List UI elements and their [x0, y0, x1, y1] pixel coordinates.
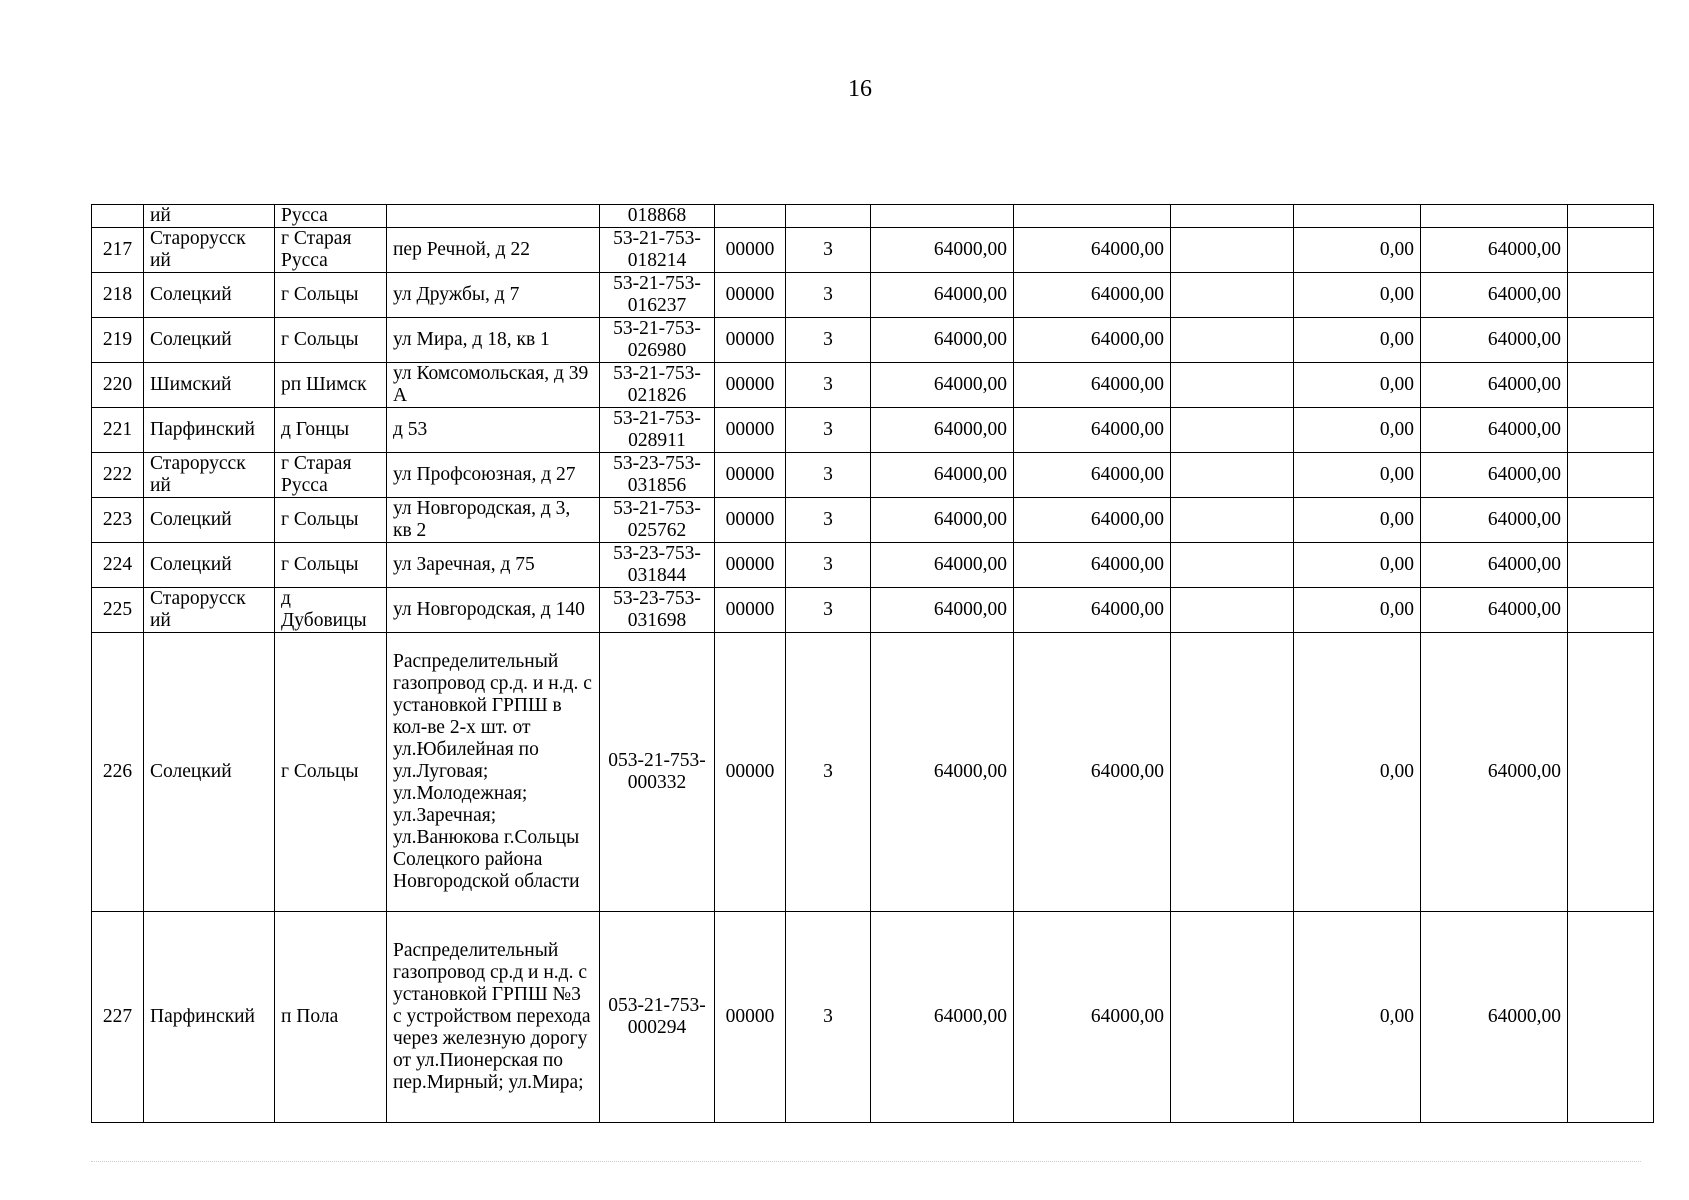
amount-cell [1171, 408, 1294, 453]
settlement-cell: г Сольцы [275, 498, 387, 543]
object-code-cell: 53-21-753-026980 [600, 318, 715, 363]
amount-cell: 64000,00 [871, 318, 1014, 363]
object-code-cell: 53-21-753-018214 [600, 228, 715, 273]
object-code-cell: 53-21-753-028911 [600, 408, 715, 453]
amount-cell: 0,00 [1294, 912, 1421, 1123]
district-cell: Солецкий [144, 633, 275, 912]
amount-cell: 64000,00 [871, 408, 1014, 453]
table-row [92, 453, 1654, 498]
address-cell [387, 205, 600, 228]
amount-cell: 64000,00 [1014, 363, 1171, 408]
code-cell [715, 205, 786, 228]
code-cell: 00000 [715, 228, 786, 273]
amount-cell: 0,00 [1294, 363, 1421, 408]
address-cell: ул Профсоюзная, д 27 [387, 453, 600, 498]
code-cell: 00000 [715, 363, 786, 408]
table-body [92, 205, 1654, 1123]
address-cell: ул Комсомольская, д 39 А [387, 363, 600, 408]
address-cell: ул Мира, д 18, кв 1 [387, 318, 600, 363]
amount-cell [1171, 588, 1294, 633]
object-code-cell: 053-21-753-000332 [600, 633, 715, 912]
empty-cell [1568, 363, 1654, 408]
category-cell: 3 [786, 408, 871, 453]
row-number: 224 [92, 543, 144, 588]
register-table [91, 204, 1654, 1123]
code-cell: 00000 [715, 543, 786, 588]
amount-cell [1171, 543, 1294, 588]
category-cell: 3 [786, 498, 871, 543]
settlement-cell: рп Шимск [275, 363, 387, 408]
settlement-cell: г Сольцы [275, 318, 387, 363]
settlement-cell: Русса [275, 205, 387, 228]
empty-cell [1568, 453, 1654, 498]
table-row [92, 912, 1654, 1123]
table-row [92, 543, 1654, 588]
settlement-cell: г Старая Русса [275, 228, 387, 273]
amount-cell: 64000,00 [1421, 318, 1568, 363]
amount-cell: 64000,00 [871, 453, 1014, 498]
row-number: 225 [92, 588, 144, 633]
district-cell: Солецкий [144, 318, 275, 363]
amount-cell: 64000,00 [871, 363, 1014, 408]
code-cell: 00000 [715, 318, 786, 363]
amount-cell: 64000,00 [1014, 318, 1171, 363]
object-code-cell: 53-21-753-021826 [600, 363, 715, 408]
empty-cell [1568, 318, 1654, 363]
amount-cell [1421, 205, 1568, 228]
row-number: 217 [92, 228, 144, 273]
amount-cell [1171, 318, 1294, 363]
settlement-cell: г Старая Русса [275, 453, 387, 498]
amount-cell: 64000,00 [1014, 633, 1171, 912]
amount-cell: 0,00 [1294, 408, 1421, 453]
amount-cell: 64000,00 [1014, 228, 1171, 273]
table-row [92, 205, 1654, 228]
amount-cell: 0,00 [1294, 228, 1421, 273]
row-number: 221 [92, 408, 144, 453]
address-cell: пер Речной, д 22 [387, 228, 600, 273]
category-cell: 3 [786, 453, 871, 498]
district-cell: Солецкий [144, 543, 275, 588]
category-cell [786, 205, 871, 228]
row-number: 219 [92, 318, 144, 363]
amount-cell: 64000,00 [871, 633, 1014, 912]
category-cell: 3 [786, 228, 871, 273]
amount-cell: 0,00 [1294, 318, 1421, 363]
code-cell: 00000 [715, 453, 786, 498]
category-cell: 3 [786, 363, 871, 408]
amount-cell: 64000,00 [871, 273, 1014, 318]
table-row [92, 633, 1654, 912]
amount-cell: 64000,00 [1421, 633, 1568, 912]
settlement-cell: г Сольцы [275, 543, 387, 588]
address-cell: Распределительный газопровод ср.д. и н.д. с установкой ГРПШ в кол-ве 2-х шт. от ул.Юбилейная по ул.Луговая; ул.Молодежная; ул.Заречная; ул.Ванюкова г.Сольцы Солецкого района Новгородской области [387, 633, 600, 912]
category-cell: 3 [786, 633, 871, 912]
row-number: 223 [92, 498, 144, 543]
amount-cell: 64000,00 [871, 912, 1014, 1123]
district-cell: Шимский [144, 363, 275, 408]
category-cell: 3 [786, 543, 871, 588]
row-number: 220 [92, 363, 144, 408]
table-row [92, 228, 1654, 273]
amount-cell: 64000,00 [1421, 273, 1568, 318]
empty-cell [1568, 912, 1654, 1123]
address-cell: ул Новгородская, д 140 [387, 588, 600, 633]
amount-cell: 64000,00 [871, 498, 1014, 543]
amount-cell: 64000,00 [1421, 453, 1568, 498]
table-row [92, 363, 1654, 408]
row-number [92, 205, 144, 228]
amount-cell: 0,00 [1294, 498, 1421, 543]
object-code-cell: 53-23-753-031844 [600, 543, 715, 588]
code-cell: 00000 [715, 273, 786, 318]
address-cell: ул Новгородская, д 3, кв 2 [387, 498, 600, 543]
district-cell: Солецкий [144, 273, 275, 318]
amount-cell [1171, 205, 1294, 228]
empty-cell [1568, 205, 1654, 228]
empty-cell [1568, 228, 1654, 273]
amount-cell: 64000,00 [1014, 498, 1171, 543]
category-cell: 3 [786, 318, 871, 363]
amount-cell [1294, 205, 1421, 228]
amount-cell [1171, 273, 1294, 318]
amount-cell: 64000,00 [1014, 408, 1171, 453]
amount-cell: 64000,00 [1421, 543, 1568, 588]
object-code-cell: 018868 [600, 205, 715, 228]
amount-cell: 0,00 [1294, 453, 1421, 498]
table-row [92, 273, 1654, 318]
district-cell: Солецкий [144, 498, 275, 543]
address-cell: ул Дружбы, д 7 [387, 273, 600, 318]
amount-cell: 0,00 [1294, 273, 1421, 318]
amount-cell: 0,00 [1294, 633, 1421, 912]
amount-cell [1171, 453, 1294, 498]
scan-artifact-line [91, 1161, 1641, 1163]
district-cell: Парфинский [144, 408, 275, 453]
amount-cell [1171, 912, 1294, 1123]
district-cell: ий [144, 205, 275, 228]
district-cell: Старорусск ий [144, 588, 275, 633]
object-code-cell: 53-23-753-031698 [600, 588, 715, 633]
amount-cell: 0,00 [1294, 588, 1421, 633]
amount-cell: 64000,00 [871, 543, 1014, 588]
page-number: 16 [848, 76, 872, 102]
empty-cell [1568, 588, 1654, 633]
address-cell: д 53 [387, 408, 600, 453]
object-code-cell: 53-21-753-025762 [600, 498, 715, 543]
amount-cell [1171, 228, 1294, 273]
address-cell: ул Заречная, д 75 [387, 543, 600, 588]
amount-cell: 64000,00 [1014, 543, 1171, 588]
amount-cell: 64000,00 [1014, 588, 1171, 633]
empty-cell [1568, 633, 1654, 912]
row-number: 222 [92, 453, 144, 498]
amount-cell [871, 205, 1014, 228]
district-cell: Парфинский [144, 912, 275, 1123]
settlement-cell: д Дубовицы [275, 588, 387, 633]
code-cell: 00000 [715, 633, 786, 912]
row-number: 227 [92, 912, 144, 1123]
row-number: 218 [92, 273, 144, 318]
amount-cell: 0,00 [1294, 543, 1421, 588]
object-code-cell: 53-21-753-016237 [600, 273, 715, 318]
amount-cell: 64000,00 [1014, 453, 1171, 498]
amount-cell: 64000,00 [1014, 273, 1171, 318]
row-number: 226 [92, 633, 144, 912]
amount-cell [1171, 363, 1294, 408]
code-cell: 00000 [715, 912, 786, 1123]
settlement-cell: г Сольцы [275, 273, 387, 318]
settlement-cell: п Пола [275, 912, 387, 1123]
settlement-cell: г Сольцы [275, 633, 387, 912]
district-cell: Старорусск ий [144, 453, 275, 498]
empty-cell [1568, 543, 1654, 588]
code-cell: 00000 [715, 588, 786, 633]
address-cell: Распределительный газопровод ср.д и н.д. с установкой ГРПШ №3 с устройством перехода через железную дорогу от ул.Пионерская по пер.Мирный; ул.Мира; [387, 912, 600, 1123]
category-cell: 3 [786, 912, 871, 1123]
table-row [92, 588, 1654, 633]
amount-cell: 64000,00 [871, 228, 1014, 273]
amount-cell: 64000,00 [1421, 228, 1568, 273]
amount-cell: 64000,00 [1421, 408, 1568, 453]
table-row [92, 498, 1654, 543]
object-code-cell: 53-23-753-031856 [600, 453, 715, 498]
amount-cell: 64000,00 [1421, 363, 1568, 408]
object-code-cell: 053-21-753-000294 [600, 912, 715, 1123]
empty-cell [1568, 498, 1654, 543]
amount-cell: 64000,00 [1014, 912, 1171, 1123]
amount-cell: 64000,00 [1421, 912, 1568, 1123]
settlement-cell: д Гонцы [275, 408, 387, 453]
district-cell: Старорусск ий [144, 228, 275, 273]
empty-cell [1568, 273, 1654, 318]
amount-cell: 64000,00 [1421, 498, 1568, 543]
category-cell: 3 [786, 273, 871, 318]
table-row [92, 318, 1654, 363]
empty-cell [1568, 408, 1654, 453]
category-cell: 3 [786, 588, 871, 633]
code-cell: 00000 [715, 498, 786, 543]
amount-cell [1171, 633, 1294, 912]
table-row [92, 408, 1654, 453]
amount-cell: 64000,00 [871, 588, 1014, 633]
code-cell: 00000 [715, 408, 786, 453]
amount-cell: 64000,00 [1421, 588, 1568, 633]
amount-cell [1171, 498, 1294, 543]
amount-cell [1014, 205, 1171, 228]
